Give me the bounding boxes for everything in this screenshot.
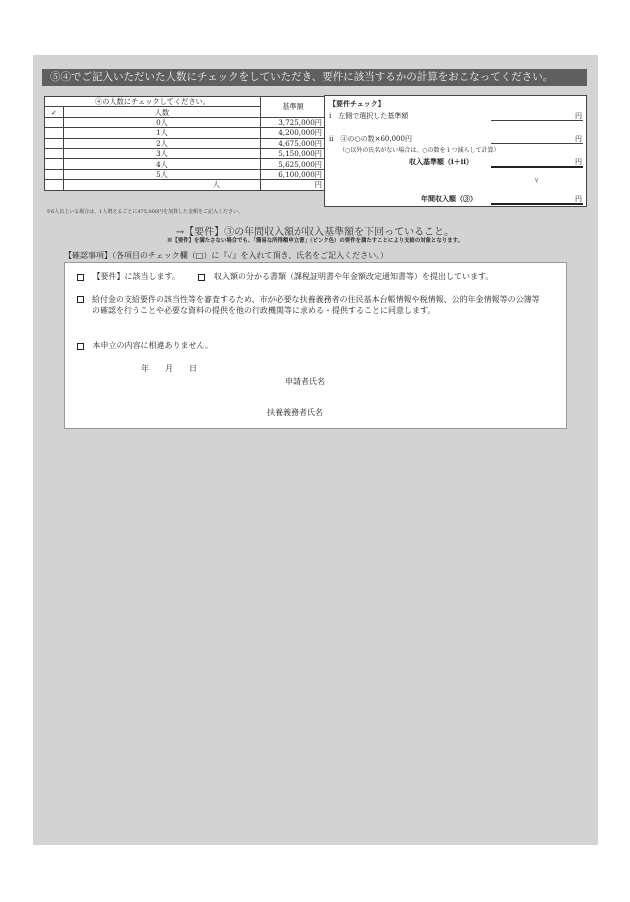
table-row (45, 117, 326, 127)
date-field[interactable]: 年 月 日 (141, 364, 197, 373)
check-cell[interactable] (45, 138, 64, 148)
supporter-name-label: 扶養義務者氏名 (267, 408, 323, 417)
checkbox-consent[interactable] (77, 296, 84, 303)
confirm-box (64, 262, 567, 429)
confirm-item1b: 収入額の分かる書類（課税証明書や年金額改定通知書等）を提出しています。 (214, 272, 494, 281)
amount-cell: 5,625,000円 (261, 159, 326, 169)
people-cell: 5人 (64, 169, 261, 179)
confirm-item1a: 【要件】に該当します。 (92, 272, 180, 281)
annual-label: 年間収入額（③） (421, 194, 477, 203)
confirm-heading: 【確認事項】（各項目のチェック欄（□）に『✓』を入れて頂き、氏名をご記入ください。） (64, 251, 389, 260)
people-cell: 1人 (64, 128, 261, 138)
confirm-item2: 給付金の支給要件の該当性等を審査するため、市が必要な扶養義務者の住民基本台帳情報や税情報、公的年金情報等の公簿等の確認を行うことや必要な資料の提供を他の行政機関等に求める・提供することに同意します。 (92, 295, 540, 315)
table-row (45, 159, 326, 169)
people-cell: 0人 (64, 117, 261, 127)
total-unit: 円 (575, 158, 582, 166)
amount-cell: 5,150,000円 (261, 148, 326, 158)
total-label: 収入基準額（ⅰ＋ⅱ） (409, 157, 473, 166)
applicant-name-label: 申請者氏名 (285, 377, 325, 386)
reference-amount-table (44, 96, 326, 191)
check-cell[interactable] (45, 159, 64, 169)
table-row (45, 180, 326, 190)
annual-unit: 円 (575, 195, 582, 203)
table-caption: ④の人数にチェックしてください。 (45, 97, 261, 107)
people-cell: 2人 (64, 138, 261, 148)
checkbox-requirement[interactable] (77, 274, 84, 281)
people-cell: 3人 (64, 148, 261, 158)
checkbox-no-discrepancy[interactable] (77, 343, 84, 350)
item2-label: ⅱ ④の○の数×60,000円 (329, 135, 412, 143)
check-cell[interactable] (45, 148, 64, 158)
amount-cell: 4,675,000円 (261, 138, 326, 148)
requirement-check-title: 【要件チェック】 (329, 99, 385, 108)
item1-input-line[interactable] (491, 120, 583, 121)
amount-cell: 6,100,000円 (261, 169, 326, 179)
item1-label: ⅰ 左側で選択した基準額 (329, 112, 409, 120)
table-footnote: ※6人以上いる場合は、1人増えるごとに475,000円を加算した金額をご記入ください。 (46, 209, 244, 215)
section-banner: ⑤④でご記入いただいた人数にチェックをしていただき、要件に該当するかの計算をおこなってください。 (42, 69, 587, 86)
people-cell: 4人 (64, 159, 261, 169)
check-cell[interactable] (45, 117, 64, 127)
check-mark-header: ✓ (45, 107, 64, 117)
checkbox-income-document[interactable] (198, 274, 205, 281)
item2-input-line[interactable] (491, 143, 583, 144)
check-cell[interactable] (45, 128, 64, 138)
table-row (45, 169, 326, 179)
compare-symbol: ∨ (534, 176, 540, 184)
people-input-cell[interactable]: 人 (64, 180, 261, 190)
table-row (45, 138, 326, 148)
requirement-note: ※【要件】を満たさない場合でも、「簡易な所得額申立書」（ピンク色）の要件を満たすことにより支給の対象となります。 (167, 238, 463, 244)
item2-note: （○以外の氏名がない場合は、○の数を１つ減らして計算） (339, 147, 500, 154)
col-amount-header: 基準額 (261, 97, 326, 118)
item2-unit: 円 (575, 135, 582, 143)
requirement-check-box (324, 95, 587, 207)
annual-input-line[interactable] (491, 203, 583, 205)
amount-input-cell[interactable]: 円 (261, 180, 326, 190)
confirm-item3: 本申立の内容に相違ありません。 (92, 341, 214, 350)
col-people-header: 人数 (64, 107, 261, 117)
table-row (45, 148, 326, 158)
requirement-statement: →【要件】③の年間収入額が収入基準額を下回っていること。 (175, 227, 455, 238)
item1-unit: 円 (575, 112, 582, 120)
amount-cell: 3,725,000円 (261, 117, 326, 127)
amount-cell: 4,200,000円 (261, 128, 326, 138)
check-cell[interactable] (45, 180, 64, 190)
check-cell[interactable] (45, 169, 64, 179)
total-input-line[interactable] (491, 166, 583, 168)
table-row (45, 128, 326, 138)
